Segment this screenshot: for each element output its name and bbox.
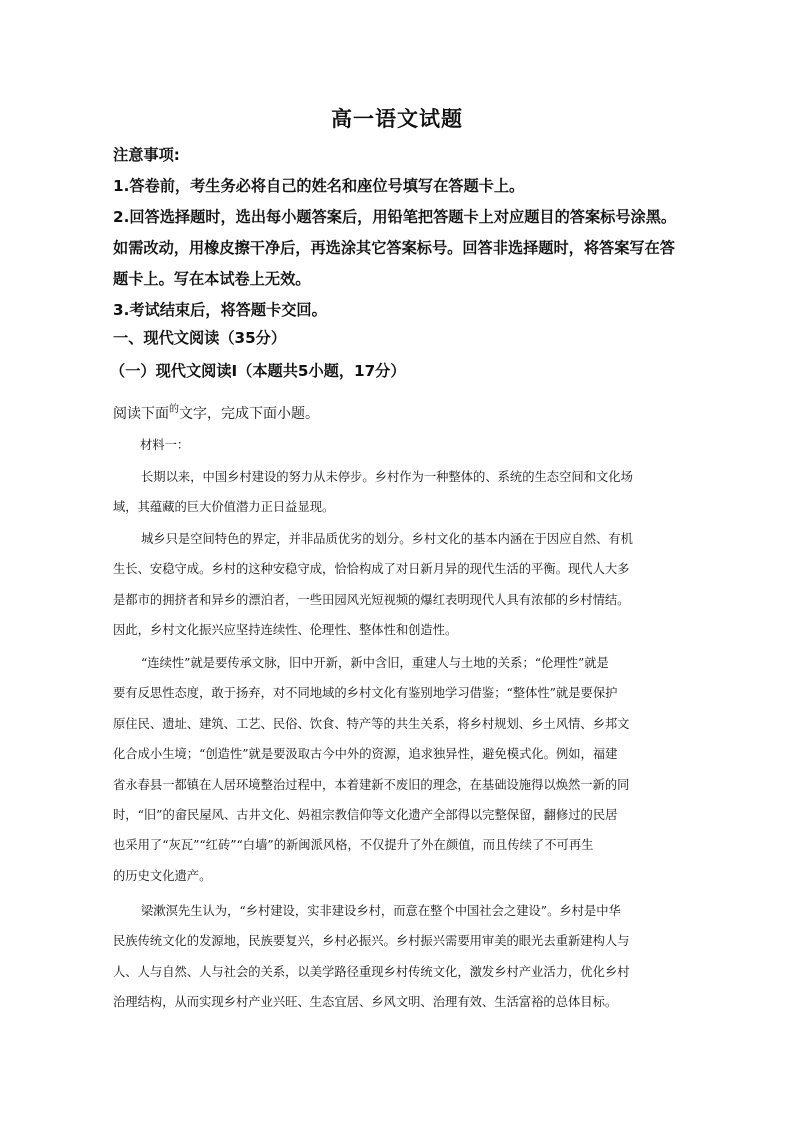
paragraph: “连续性”就是要传承文脉，旧中开新，新中含旧，重建人与土地的关系；“伦理性”就是 要有反思性态度，敢于扬弃，对不同地域的乡村文化有鉴别地学习借鉴；“整体性”就是要保护 原住民、遗址、建筑、工艺、民俗、饮食、特产等的共生关系，将乡村规划、乡土风情、乡邦文 化合成小生境；“创造性”就是要汲取古今中外的资源，追求独异性，避免模式化。例如，福建 省永春县一都镇在人居环境整治过程中，本着建新不废旧的理念，在基础设施得以焕然一新的同 时，“旧”的畲民屋风、古井文化、妈祖宗教信仰等文化遗产全部得以完整保留，翻修过的民居 也采用了“灰瓦”“红砖”“白墙”的新闽派风格，不仅提升了外在颜值，而且传续了不可再生 的历史文化遗产。 [113,656,630,883]
paragraph: 梁漱溟先生认为，“乡村建设，实非建设乡村，而意在整个中国社会之建设”。乡村是中华 民族传统文化的发源地，民族要复兴，乡村必振兴。乡村振兴需要用审美的眼光去重新建构人与 人、人与自然、人与社会的关系，以美学路径重现乡村传统文化，激发乡村产业活力，优化乡村 治理结构，从而实现乡村产业兴旺、生态宜居、乡风文明、治理有效、生活富裕的总体目标。 [113,904,630,1010]
section-heading: 一、现代文阅读（35分） [113,329,287,347]
notice-item: 1.答卷前，考生务必将自己的姓名和座位号填写在答题卡上。 [113,177,525,195]
notice-item: 如需改动，用橡皮擦干净后，再选涂其它答案标号。回答非选择题时，将答案写在答 [113,239,675,257]
notice-section [113,140,713,326]
paragraph: 城乡只是空间特色的界定，并非品质优劣的划分。乡村文化的基本内涵在于因应自然、有机 生长、安稳守成。乡村的这种安稳守成，恰恰构成了对日新月异的现代生活的平衡。现代人大多 是都市的拥挤者和异乡的漂泊者，一些田园风光短视频的爆红表明现代人具有浓郁的乡村情结。 因此，乡村文化振兴应坚持连续性、伦理性、整体性和创造性。 [113,532,633,638]
paragraph: 长期以来，中国乡村建设的努力从未停步。乡村作为一种整体的、系统的生态空间和文化场 域，其蕴藏的巨大价值潜力正日益显现。 [113,470,633,515]
section-subheading: （一）现代文阅读Ⅰ（本题共5小题，17分） [110,362,406,380]
notice-item: 3.考试结束后，将答题卡交回。 [113,301,327,319]
material-label: 材料一： [140,438,190,452]
reading-instruction: 阅读下面$^的$文字，完成下面小题。 [113,404,319,422]
notice-heading: 注意事项: [113,146,180,164]
page-title: 高一语文试题 [331,106,463,131]
notice-item: 2.回答选择题时，选出每小题答案后，用铅笔把答题卡上对应题目的答案标号涂黑。 [113,208,677,226]
notice-item: 题卡上。写在本试卷上无效。 [113,270,311,288]
